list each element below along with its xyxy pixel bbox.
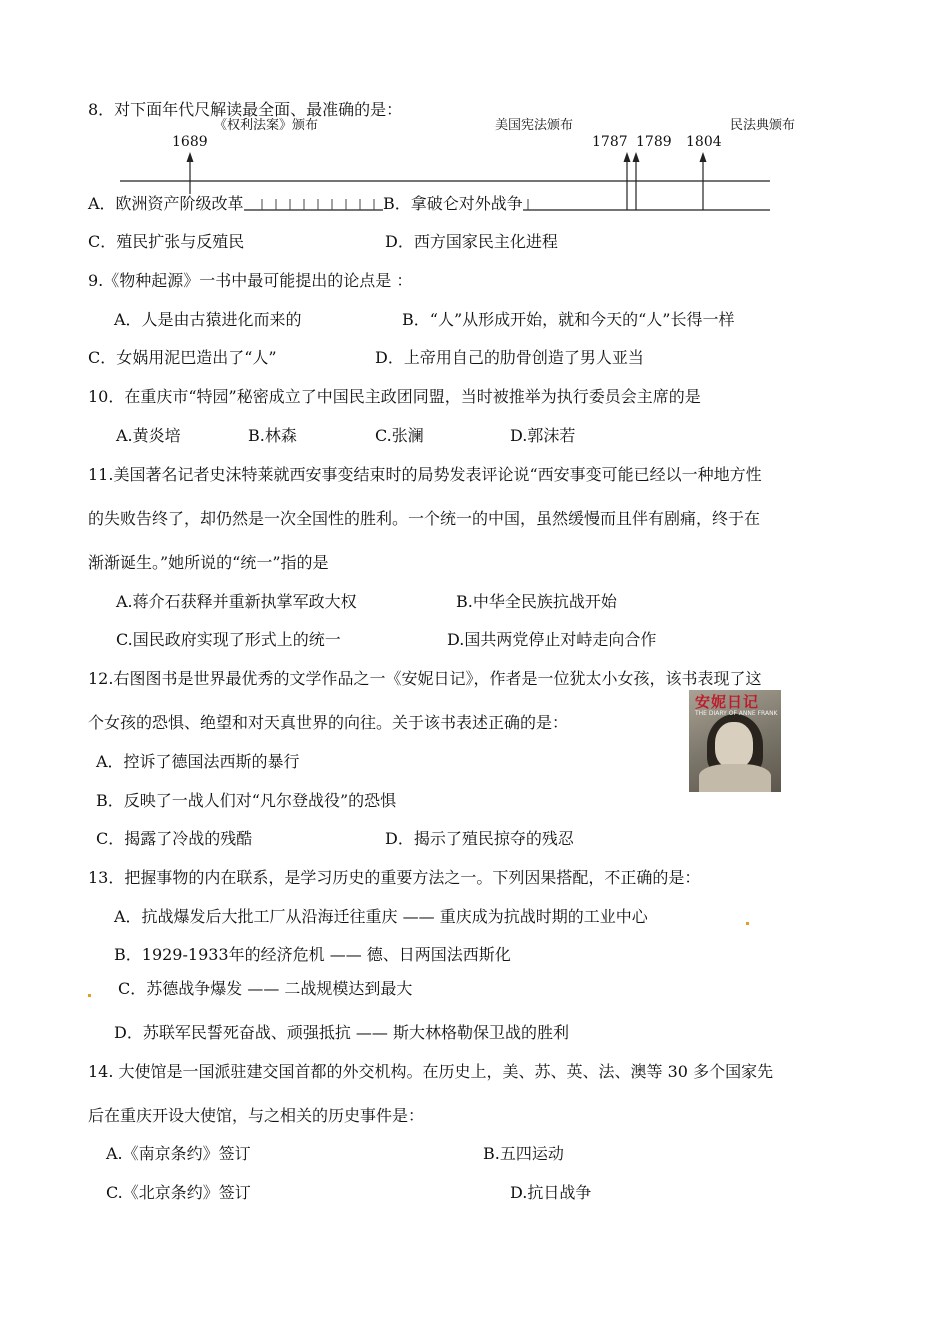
q11-option-a: A.蒋介石获释并重新执掌军政大权 <box>116 592 357 611</box>
timeline-label-1787: 美国宪法颁布 <box>495 118 574 133</box>
portrait-body <box>699 764 771 792</box>
q11-option-d: D.国共两党停止对峙走向合作 <box>447 630 657 649</box>
timeline-label-1804: 民法典颁布 <box>730 118 796 133</box>
q11-line-2: 的失败告终了，却仍然是一次全国性的胜利。一个统一的中国，虽然缓慢而且伴有剧痛，终于在 <box>88 509 761 528</box>
timeline-label-1689: 《权利法案》颁布 <box>214 118 319 133</box>
q14-option-b: B.五四运动 <box>483 1144 564 1163</box>
book-subtitle: THE DIARY OF ANNE FRANK <box>695 710 778 717</box>
stray-mark <box>88 994 91 997</box>
q13-option-b: B．1929-1933年的经济危机 —— 德、日两国法西斯化 <box>114 945 511 964</box>
q11-option-c: C.国民政府实现了形式上的统一 <box>116 630 341 649</box>
q11-option-b: B.中华全民族抗战开始 <box>456 592 617 611</box>
q12-option-a: A．控诉了德国法西斯的暴行 <box>96 752 300 771</box>
q10-option-b: B.林森 <box>248 426 297 445</box>
event-arrow-head <box>700 152 707 162</box>
q9-option-b: B．“人”从形成开始，就和今天的“人”长得一样 <box>402 310 735 329</box>
q8-stem: 8．对下面年代尺解读最全面、最准确的是： <box>88 100 403 119</box>
q11-line-3: 渐渐诞生。”她所说的“统一”指的是 <box>88 553 329 572</box>
event-arrow-head <box>187 152 194 162</box>
q12-line-1: 12.右图图书是世界最优秀的文学作品之一《安妮日记》，作者是一位犹太小女孩，该书表现了这 <box>88 669 762 688</box>
anne-frank-diary-cover-image <box>689 690 781 792</box>
stray-mark <box>746 922 749 925</box>
book-title: 安妮日记 <box>695 693 760 711</box>
q12-option-d: D．揭示了殖民掠夺的残忍 <box>385 829 574 848</box>
timeline-year-1789: 1789 <box>636 134 672 150</box>
timeline-year-1787: 1787 <box>592 134 628 150</box>
q10-option-d: D.郭沫若 <box>510 426 576 445</box>
q14-option-c: C.《北京条约》签订 <box>106 1183 251 1202</box>
q13-option-d: D．苏联军民誓死奋战、顽强抵抗 —— 斯大林格勒保卫战的胜利 <box>114 1023 570 1042</box>
q9-stem: 9.《物种起源》一书中最可能提出的论点是 ： <box>88 271 413 290</box>
q8-option-a: A．欧洲资产阶级改革 <box>88 194 244 213</box>
q8-option-c: C．殖民扩张与反殖民 <box>88 232 245 251</box>
q10-option-c: C.张澜 <box>375 426 424 445</box>
q9-option-a: A．人是由古猿进化而来的 <box>114 310 302 329</box>
q10-stem: 10．在重庆市“特园”秘密成立了中国民主政团同盟，当时被推举为执行委员会主席的是 <box>88 387 701 406</box>
q12-line-2: 个女孩的恐惧、绝望和对天真世界的向往。关于该书表述正确的是： <box>88 713 569 732</box>
portrait-face <box>715 722 753 768</box>
q8-option-b: B．拿破仑对外战争 <box>383 194 523 213</box>
q13-option-a: A．抗战爆发后大批工厂从沿海迁往重庆 —— 重庆成为抗战时期的工业中心 <box>114 907 648 926</box>
timeline-year-1804: 1804 <box>686 134 722 150</box>
q10-option-a: A.黄炎培 <box>116 426 181 445</box>
q9-option-d: D．上帝用自己的肋骨创造了男人亚当 <box>375 348 644 367</box>
q9-option-c: C．女娲用泥巴造出了“人” <box>88 348 277 367</box>
q13-option-c: C．苏德战争爆发 —— 二战规模达到最大 <box>118 979 413 998</box>
q14-line-2: 后在重庆开设大使馆，与之相关的历史事件是： <box>88 1106 425 1125</box>
q14-option-a: A.《南京条约》签订 <box>106 1144 251 1163</box>
q14-option-d: D.抗日战争 <box>510 1183 592 1202</box>
q13-stem: 13．把握事物的内在联系，是学习历史的重要方法之一。下列因果搭配，不正确的是： <box>88 868 701 887</box>
q8-option-d: D．西方国家民主化进程 <box>385 232 558 251</box>
q11-line-1: 11.美国著名记者史沫特莱就西安事变结束时的局势发表评论说“西安事变可能已经以一种地方性 <box>88 465 762 484</box>
timeline-year-1689: 1689 <box>172 134 208 150</box>
event-arrow-head <box>633 152 640 162</box>
q14-line-1: 14. 大使馆是一国派驻建交国首都的外交机构。在历史上，美、苏、英、法、澳等 30 多个国家先 <box>88 1062 774 1081</box>
q12-option-b: B．反映了一战人们对“凡尔登战役”的恐惧 <box>96 791 397 810</box>
q12-option-c: C．揭露了冷战的残酷 <box>96 829 253 848</box>
event-arrow-head <box>624 152 631 162</box>
